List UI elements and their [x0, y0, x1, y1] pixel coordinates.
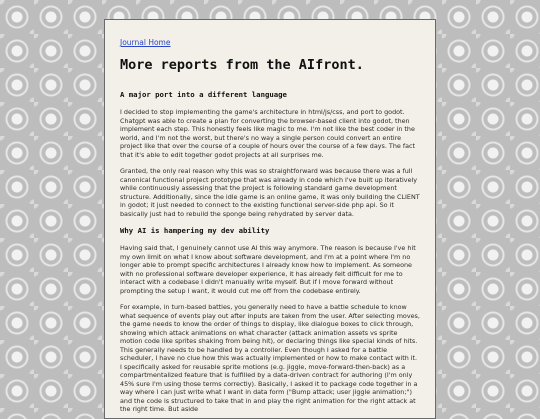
- paragraph: For example, in turn-based battles, you generally need to have a battle schedule to know what sequence of events play out after inputs are taken from the user. After selecting moves, the game needs to know the order of things to display, like dialogue boxes to click through, showing which attack animations on what character (attack animation assets vs sprite motion code like sprites shaking from being hit), or declaring things like special kinds of hits. This generally needs to be handled by a controller. Even though I asked for a battle scheduler, I have no clue how this was actually implemented or how to make contact with it. I specifically asked for reusable sprite motions (e.g. jiggle, move-forward-then-back) as a compartmentalized feature that is fulfilled by a data-driven contract for authoring (I'm only 45% sure I'm using those terms correctly). Basically, I asked it to package code together in a way where I can just write what I want in data form ("Bump attack; user jiggle animation;") and the code is structured to take that in and play the right animation for the right attack at the right time. But aside: [120, 303, 420, 413]
- page-title: More reports from the AIfront.: [120, 57, 364, 73]
- paragraph: I decided to stop implementing the game's architecture in html/js/css, and port to godot. Chatgpt was able to create a plan for converting the browser-based client into godot, then implement each step. This honestly feels like magic to me. I'm not like the best coder in the world, and I'm not the worst, but there's no way a single person could convert an entire project like that over the course of a couple of hours over the course of a few days. The fact that it's able to edit together godot projects at all surprises me.: [120, 108, 416, 159]
- journal-page: [104, 19, 436, 419]
- section-heading-hampering: Why AI is hampering my dev ability: [120, 226, 270, 235]
- paragraph: Granted, the only real reason why this was so straightforward was because there was a full canonical functional project prototype that was already in code which I've built up iteratively while continuously assessing that the project is following standard game development structure. Additionally, since the idle game is an online game, it was only building the CLIENT in godot; it just needed to connect to the existing functional server-side php api. So it basically just had to rebuild the sponge being rehydrated by server data.: [120, 167, 420, 218]
- paragraph: Having said that, I genuinely cannot use AI this way anymore. The reason is because I've hit my own limit on what I know about software development, and I'm at a point where I'm no longer able to prompt specific architectures I already know how to implement. As someone with no professional software developer experience, it has already felt difficult for me to interact with a codebase I didn't manually write myself. But if I move forward without prompting the setup I want, it would cut me off from the codebase entirely.: [120, 244, 416, 295]
- section-heading-port: A major port into a different language: [120, 90, 287, 99]
- journal-home-link[interactable]: Journal Home: [120, 38, 171, 47]
